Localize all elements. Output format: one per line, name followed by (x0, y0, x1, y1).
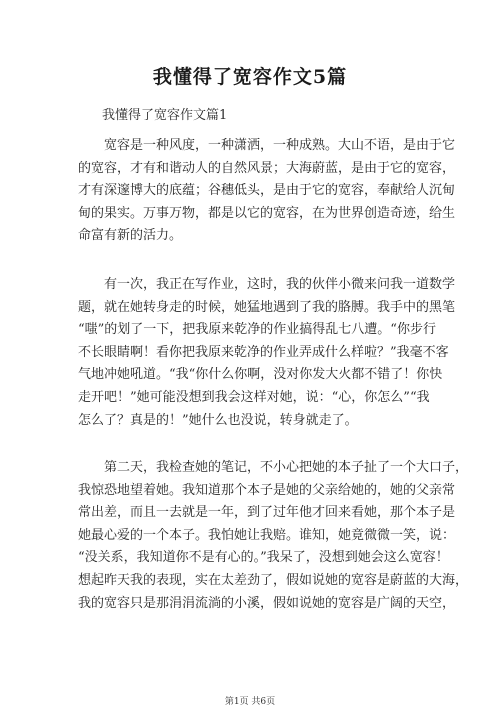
paragraph-line: 怎么了？真是的！”她什么也没说，转身就走了。 (78, 412, 358, 428)
paragraph-line: “没关系，我知道你不是有心的。”我呆了，没想到她会这么宽容！ (78, 550, 449, 566)
paragraph-line: 甸的果实。万事万物，都是以它的宽容，在为世界创造奇迹，给生 (78, 205, 456, 221)
paragraph-line: 走开吧！”她可能没想到我会这样对她，说：“心，你怎么”“我 (78, 389, 430, 405)
paragraph-line: 不长眼睛啊！看你把我原来乾净的作业弄成什么样啦？”我毫不客 (78, 344, 449, 360)
paragraph-line: 才有深邃博大的底蕴；谷穗低头，是由于它的宽容，奉献给人沉甸 (78, 183, 456, 199)
document-title: 我懂得了宽容作文5篇 (152, 66, 348, 88)
paragraph-line: 我的宽容只是那涓涓流淌的小溪，假如说她的宽容是广阔的天空， (78, 595, 456, 611)
paragraph-line: 命富有新的活力。 (78, 228, 183, 244)
paragraph-line: 气地冲她吼道。“我“你什么你啊，没对你发大火都不错了！你快 (78, 367, 443, 383)
paragraph-line: 她最心爱的一个本子。我怕她让我赔。谁知，她竟微微一笑，说： (78, 527, 456, 543)
paragraph-line: 想起昨天我的表现，实在太差劲了，假如说她的宽容是蔚蓝的大海， (78, 572, 469, 588)
paragraph-line: 有一次，我正在写作业，这时，我的伙伴小微来问我一道数学 (104, 277, 456, 292)
paragraph-3 (78, 457, 469, 615)
paragraph-line: 我惊恐地望着她。我知道那个本子是她的父亲给她的，她的父亲常 (78, 482, 456, 498)
paragraph-line: 的宽容，才有和谐动人的自然风景；大海蔚蓝，是由于它的宽容， (78, 160, 456, 176)
page-footer: 第1页 共6页 (224, 697, 276, 707)
paragraph-line: 宽容是一种风度，一种潇洒，一种成熟。大山不语，是由于它 (104, 138, 456, 153)
paragraph-1 (78, 135, 456, 248)
paragraph-line: 题，就在她转身走的时候，她猛地遇到了我的胳膊。我手中的黑笔 (78, 299, 456, 315)
paragraph-2 (78, 274, 456, 432)
paragraph-line: 第二天，我检查她的笔记，不小心把她的本子扯了一个大口子， (104, 460, 469, 475)
section-heading: 我懂得了宽容作文篇1 (102, 108, 228, 123)
paragraph-line: “嗤”的划了一下，把我原来乾净的作业搞得乱七八遭。“你步行 (78, 322, 436, 338)
paragraph-line: 常出差，而且一去就是一年，到了过年他才回来看她，那个本子是 (78, 505, 456, 521)
